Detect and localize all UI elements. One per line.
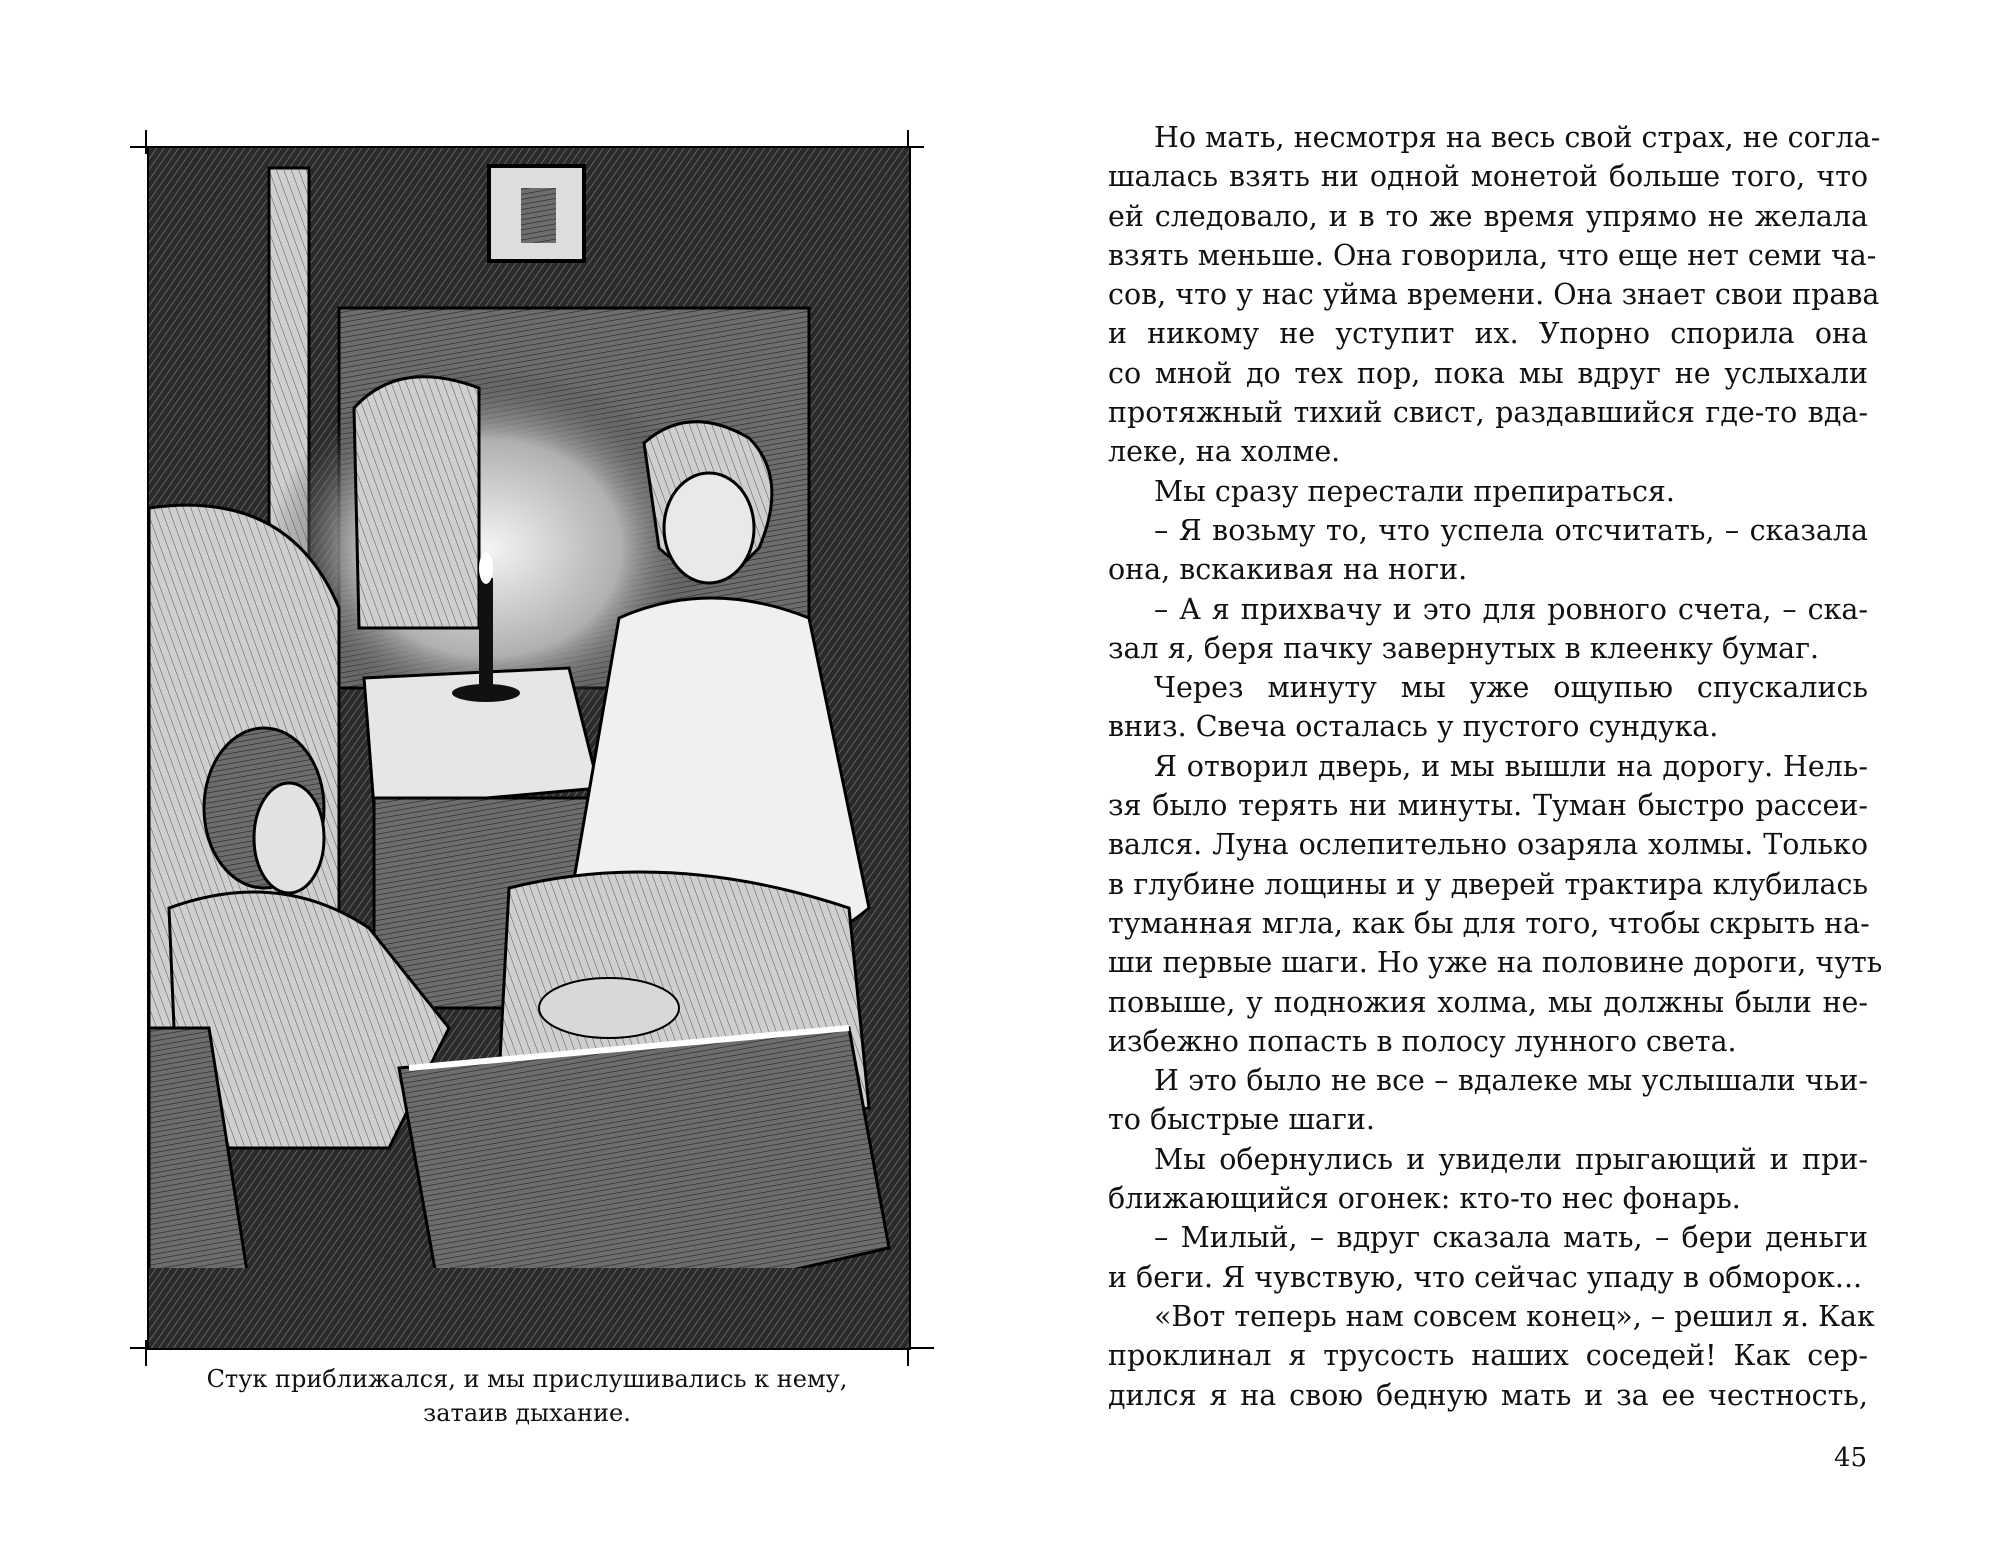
text-line: избежно попасть в полосу лунного света. xyxy=(1108,1024,1737,1058)
text-line: – Я возьму то, что успела отсчитать, – сказала xyxy=(1154,513,1868,547)
text-line: дился я на свою бедную мать и за ее честность, xyxy=(1108,1378,1868,1412)
text-line: то быстрые шаги. xyxy=(1108,1103,1375,1137)
text-line: «Вот теперь нам совсем конец», – решил я. Как xyxy=(1154,1299,1875,1333)
text-line: – А я прихвачу и это для ровного счета, – ска- xyxy=(1154,592,1868,626)
text-line: и беги. Я чувствую, что сейчас упаду в обморок... xyxy=(1108,1260,1863,1294)
text-line: Но мать, несмотря на весь свой страх, не согла- xyxy=(1154,121,1881,154)
text-line: Я отворил дверь, и мы вышли на дорогу. Нель- xyxy=(1154,749,1868,783)
text-line: Мы сразу перестали препираться. xyxy=(1154,474,1675,508)
page-number: 45 xyxy=(1834,1443,1868,1473)
text-line: туманная мгла, как бы для того, чтобы скрыть на- xyxy=(1108,906,1870,940)
text-line: вниз. Свеча осталась у пустого сундука. xyxy=(1108,710,1719,744)
text-line: сов, что у нас уйма времени. Она знает свои права xyxy=(1108,278,1880,312)
caption-line: Стук приближался, и мы прислушивались к нему, xyxy=(206,1365,848,1393)
text-line: И это было не все – вдалеке мы услышали чьи- xyxy=(1154,1064,1868,1098)
text-line: ей следовало, и в то же время упрямо не желала xyxy=(1108,199,1868,233)
illustration-caption xyxy=(147,1362,907,1430)
text-line: шалась взять ни одной монетой больше того, что xyxy=(1108,160,1868,194)
text-line: ближающийся огонек: кто-то нес фонарь. xyxy=(1108,1182,1741,1216)
text-line: протяжный тихий свист, раздавшийся где-то вда- xyxy=(1108,396,1868,430)
text-line: она, вскакивая на ноги. xyxy=(1108,553,1468,587)
text-line: со мной до тех пор, пока мы вдруг не услыхали xyxy=(1108,356,1868,390)
text-line: зал я, беря пачку завернутых в клеенку бумаг. xyxy=(1108,631,1820,665)
text-line: проклинал я трусость наших соседей! Как сер- xyxy=(1108,1339,1868,1373)
text-line: Через минуту мы уже ощупью спускались xyxy=(1154,671,1868,705)
text-line: вался. Луна ослепительно озаряла холмы. Только xyxy=(1108,828,1868,862)
text-line: повыше, у подножия холма, мы должны были не- xyxy=(1108,985,1868,1019)
illustration-drawing xyxy=(149,148,909,1348)
text-line: взять меньше. Она говорила, что еще нет семи ча- xyxy=(1108,238,1877,272)
text-line: в глубине лощины и у дверей трактира клубилась xyxy=(1108,867,1868,901)
text-line: леке, на холме. xyxy=(1108,435,1341,469)
text-line: ши первые шаги. Но уже на половине дороги, чуть xyxy=(1108,946,1883,980)
text-line: – Милый, – вдруг сказала мать, – бери деньги xyxy=(1154,1221,1868,1255)
engraving-illustration xyxy=(147,146,911,1350)
text-line: Мы обернулись и увидели прыгающий и при- xyxy=(1154,1142,1868,1176)
text-line: зя было терять ни минуты. Туман быстро рассеи- xyxy=(1108,789,1868,823)
body-text xyxy=(1108,118,1883,1415)
caption-line: затаив дыхание. xyxy=(423,1399,631,1427)
text-line: и никому не уступит их. Упорно спорила она xyxy=(1108,317,1868,351)
